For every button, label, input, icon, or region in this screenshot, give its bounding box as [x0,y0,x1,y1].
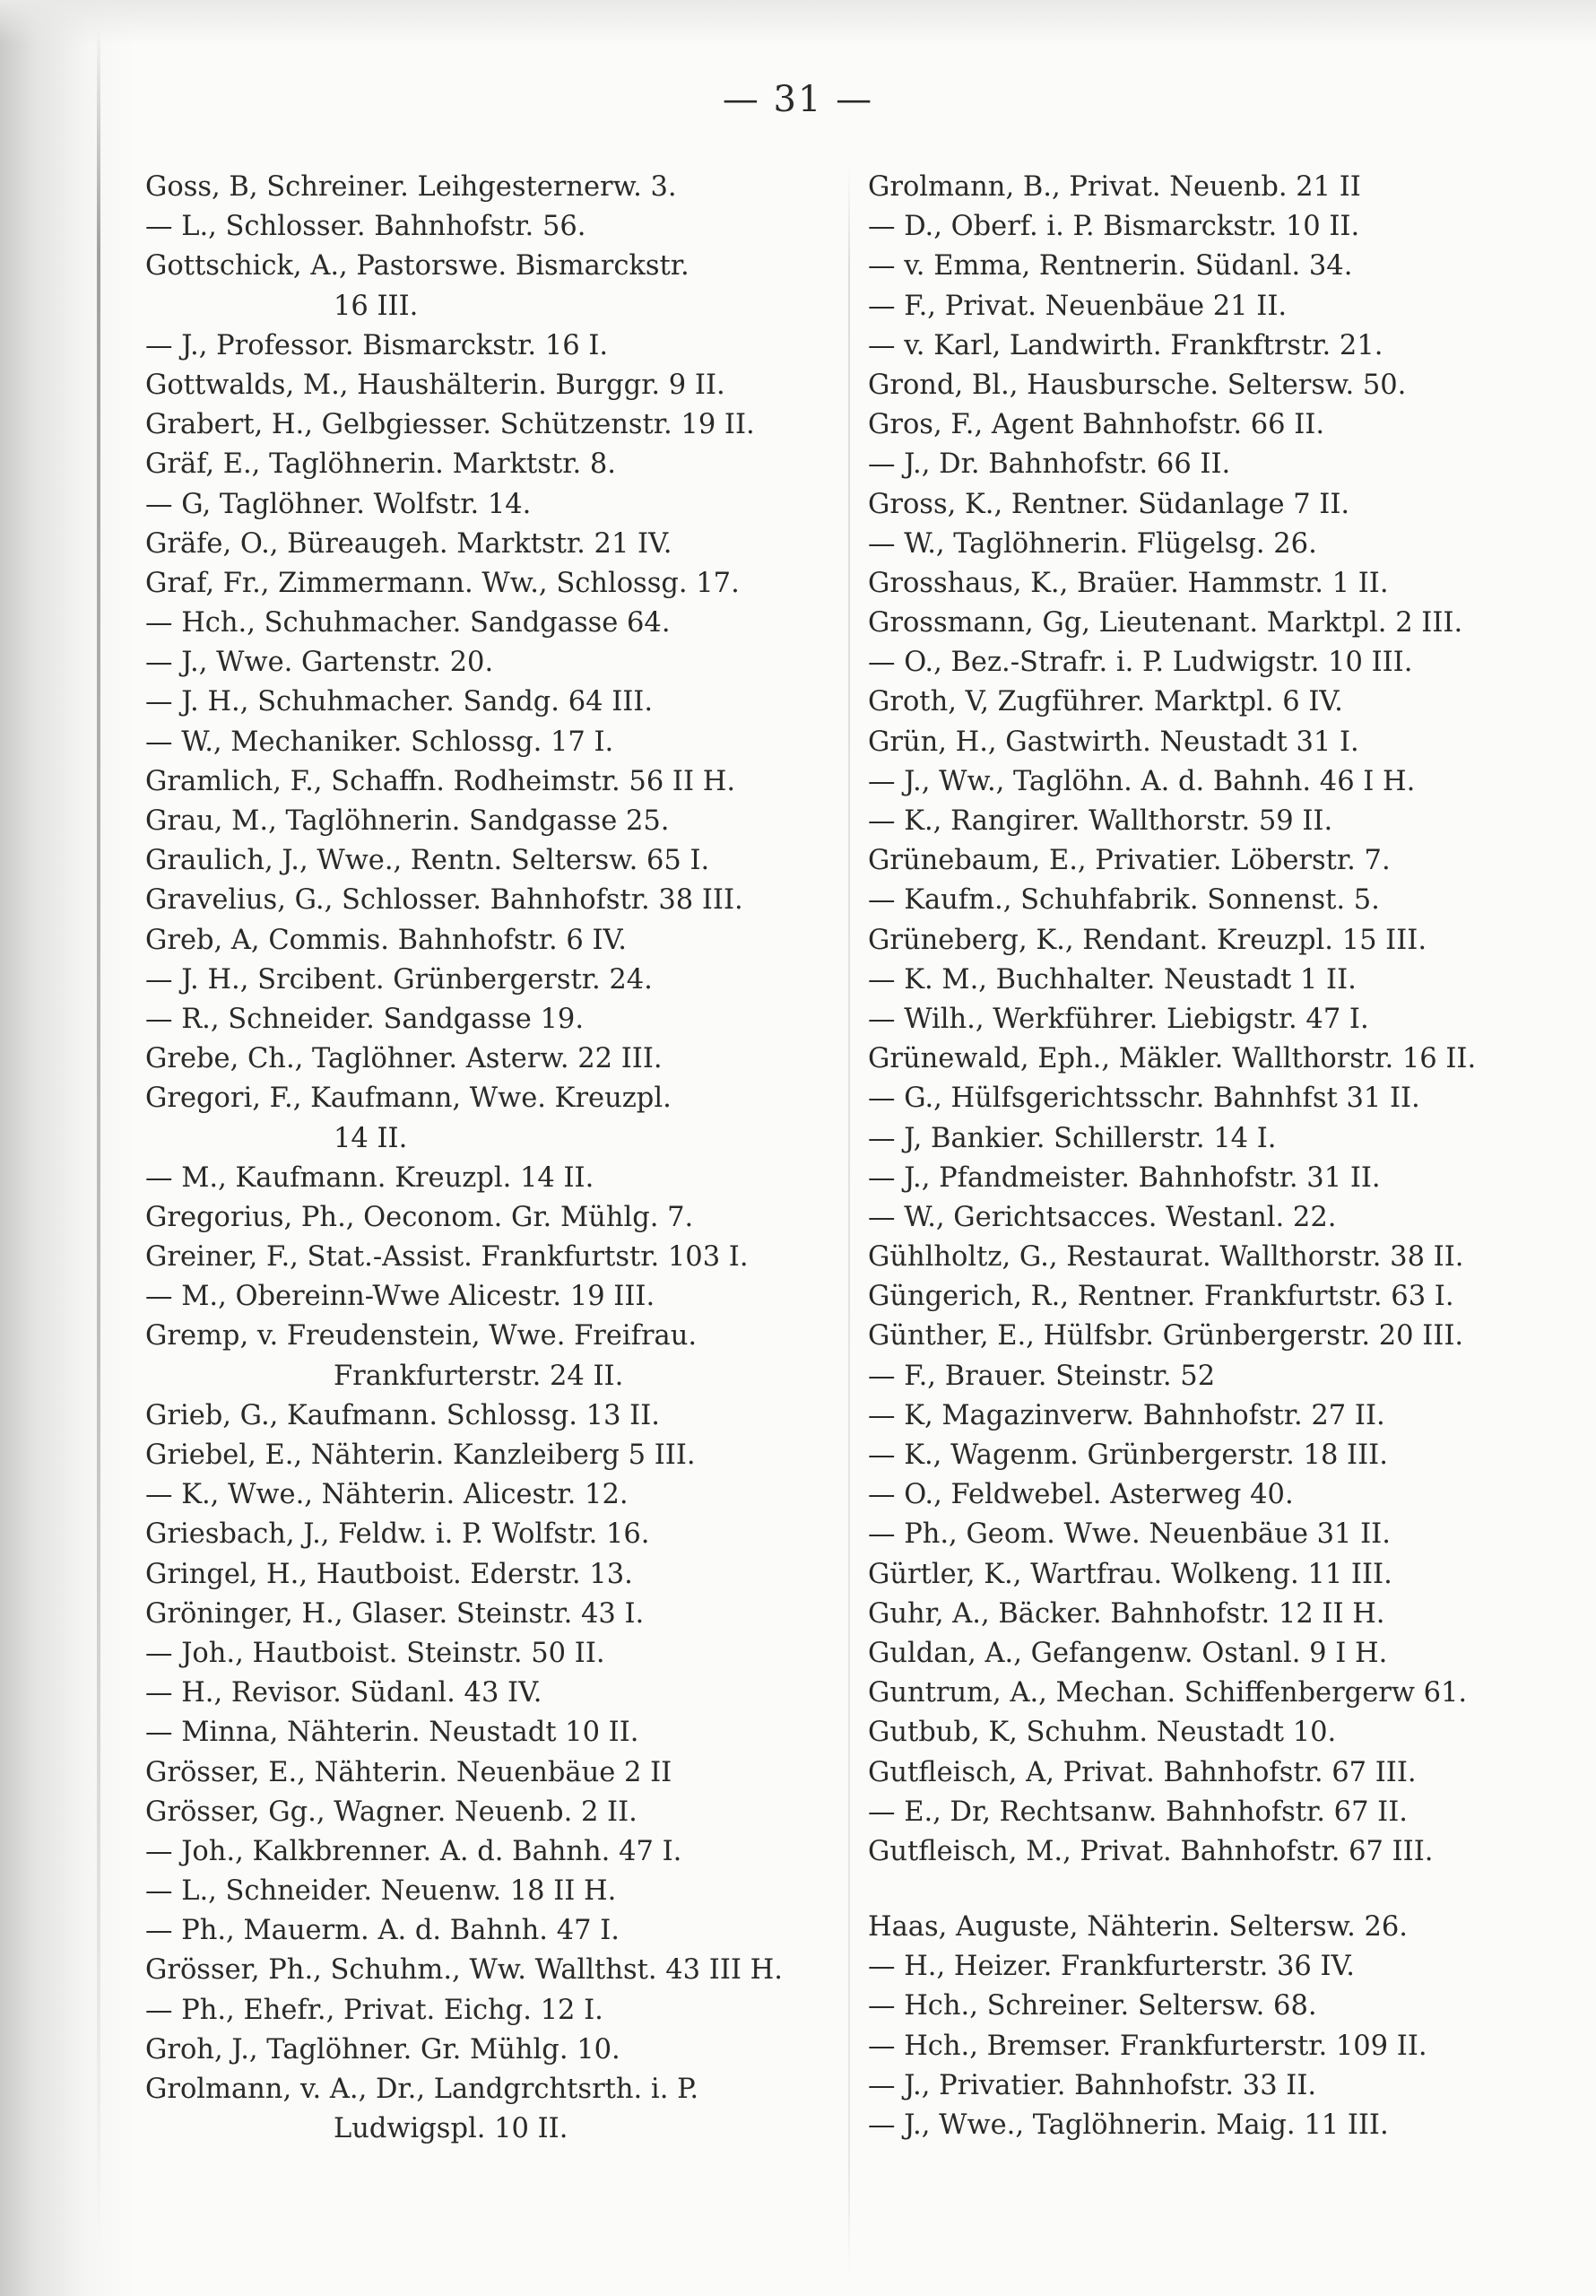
directory-entry: — K. M., Buchhalter. Neustadt 1 II. [868,963,1357,996]
directory-entry: — M., Obereinn-Wwe Alicestr. 19 III. [145,1281,655,1313]
directory-entry: 14 II. [334,1122,408,1154]
directory-entry: Greb, A, Commis. Bahnhofstr. 6 IV. [145,924,627,956]
directory-entry: — F., Privat. Neuenbäue 21 II. [868,290,1288,322]
directory-entry: Gringel, H., Hautboist. Ederstr. 13. [145,1558,633,1590]
directory-entry: Graf, Fr., Zimmermann. Ww., Schlossg. 17. [145,567,740,599]
directory-entry: Grossmann, Gg, Lieutenant. Marktpl. 2 III. [868,607,1463,639]
directory-entry: — K, Magazinverw. Bahnhofstr. 27 II. [868,1399,1385,1431]
directory-entry: — J. H., Srcibent. Grünbergerstr. 24. [145,963,653,996]
directory-entry: Gutfleisch, A, Privat. Bahnhofstr. 67 III. [868,1756,1417,1788]
directory-entry: — J., Wwe. Gartenstr. 20. [145,647,494,679]
directory-entry: — J., Pfandmeister. Bahnhofstr. 31 II. [868,1161,1381,1194]
directory-entry: — D., Oberf. i. P. Bismarckstr. 10 II. [868,211,1360,243]
directory-entry: Grieb, G., Kaufmann. Schlossg. 13 II. [145,1399,660,1431]
directory-entry: Grün, H., Gastwirth. Neustadt 31 I. [868,726,1359,758]
directory-entry: — O., Bez.-Strafr. i. P. Ludwigstr. 10 III. [868,647,1413,679]
directory-entry: Gräfe, O., Büreaugeh. Marktstr. 21 IV. [145,527,672,560]
directory-entry: Grau, M., Taglöhnerin. Sandgasse 25. [145,805,670,837]
directory-entry: — J., Professor. Bismarckstr. 16 I. [145,329,609,361]
directory-entry: Grünebaum, E., Privatier. Löberstr. 7. [868,845,1391,877]
directory-entry: — J., Privatier. Bahnhofstr. 33 II. [868,2069,1317,2101]
directory-entry: — W., Mechaniker. Schlossg. 17 I. [145,726,614,758]
directory-entry: Gutfleisch, M., Privat. Bahnhofstr. 67 III. [868,1835,1434,1867]
directory-entry: Goss, B, Schreiner. Leihgesternerw. 3. [145,171,677,203]
directory-entry: — Ph., Geom. Wwe. Neuenbäue 31 II. [868,1518,1391,1551]
directory-entry: — J., Wwe., Taglöhnerin. Maig. 11 III. [868,2109,1389,2141]
directory-entry: Gross, K., Rentner. Südanlage 7 II. [868,488,1350,520]
directory-entry: Ludwigspl. 10 II. [334,2113,568,2145]
column-divider [848,161,850,2278]
directory-entry: — Hch., Schuhmacher. Sandgasse 64. [145,607,671,639]
directory-entry: Griebel, E., Nähterin. Kanzleiberg 5 III. [145,1439,696,1471]
directory-entry: Groh, J., Taglöhner. Gr. Mühlg. 10. [145,2033,620,2066]
directory-entry: Graulich, J., Wwe., Rentn. Seltersw. 65 I. [145,845,710,877]
directory-entry: Haas, Auguste, Nähterin. Seltersw. 26. [868,1911,1409,1944]
directory-entry: — K., Rangirer. Wallthorstr. 59 II. [868,805,1333,837]
directory-entry: — G, Taglöhner. Wolfstr. 14. [145,488,532,520]
directory-entry: Gräf, E., Taglöhnerin. Marktstr. 8. [145,448,616,481]
directory-entry: Frankfurterstr. 24 II. [334,1360,624,1392]
directory-entry: — J., Dr. Bahnhofstr. 66 II. [868,448,1231,481]
directory-entry: Grolmann, B., Privat. Neuenb. 21 II [868,171,1361,203]
directory-entry: — L., Schlosser. Bahnhofstr. 56. [145,211,586,243]
directory-entry: — H., Heizer. Frankfurterstr. 36 IV. [868,1951,1355,1983]
directory-entry: — H., Revisor. Südanl. 43 IV. [145,1677,542,1709]
directory-entry: — M., Kaufmann. Kreuzpl. 14 II. [145,1161,594,1194]
directory-entry: Griesbach, J., Feldw. i. P. Wolfstr. 16. [145,1518,650,1551]
directory-entry: Gremp, v. Freudenstein, Wwe. Freifrau. [145,1320,698,1352]
directory-entry: Grösser, E., Nähterin. Neuenbäue 2 II [145,1756,672,1788]
binding-line [97,27,100,2251]
directory-entry: — O., Feldwebel. Asterweg 40. [868,1479,1294,1511]
directory-entry: — Ph., Ehefr., Privat. Eichg. 12 I. [145,1994,603,2026]
directory-entry: — Joh., Hautboist. Steinstr. 50 II. [145,1637,605,1669]
directory-entry: — K., Wwe., Nähterin. Alicestr. 12. [145,1479,629,1511]
directory-entry: Guldan, A., Gefangenw. Ostanl. 9 I H. [868,1637,1388,1669]
directory-entry: Grebe, Ch., Taglöhner. Asterw. 22 III. [145,1043,663,1075]
directory-entry: — J., Ww., Taglöhn. A. d. Bahnh. 46 I H. [868,765,1416,797]
directory-entry: Gottschick, A., Pastorswe. Bismarckstr. [145,250,690,283]
directory-entry: Gravelius, G., Schlosser. Bahnhofstr. 38 III. [145,884,743,917]
directory-entry: Gürtler, K., Wartfrau. Wolkeng. 11 III. [868,1558,1392,1590]
directory-entry: — J, Bankier. Schillerstr. 14 I. [868,1122,1277,1154]
directory-entry: — K., Wagenm. Grünbergerstr. 18 III. [868,1439,1388,1471]
directory-entry: — Kaufm., Schuhfabrik. Sonnenst. 5. [868,884,1380,917]
directory-entry: — W., Gerichtsacces. Westanl. 22. [868,1201,1337,1233]
directory-entry: — E., Dr, Rechtsanw. Bahnhofstr. 67 II. [868,1796,1408,1828]
directory-entry: Grond, Bl., Hausbursche. Seltersw. 50. [868,369,1407,401]
directory-entry: Günther, E., Hülfsbr. Grünbergerstr. 20 III. [868,1320,1464,1352]
page-edge-shadow [0,0,134,2296]
directory-entry: Gros, F., Agent Bahnhofstr. 66 II. [868,409,1325,441]
directory-entry: Gutbub, K, Schuhm. Neustadt 10. [868,1717,1337,1749]
directory-entry: 16 III. [334,290,419,322]
directory-entry: — Hch., Schreiner. Seltersw. 68. [868,1990,1317,2022]
directory-entry: — Ph., Mauerm. A. d. Bahnh. 47 I. [145,1915,620,1947]
directory-entry: Gregorius, Ph., Oeconom. Gr. Mühlg. 7. [145,1201,694,1233]
directory-entry: — Minna, Nähterin. Neustadt 10 II. [145,1717,639,1749]
directory-entry: Grünewald, Eph., Mäkler. Wallthorstr. 16 II. [868,1043,1477,1075]
directory-entry: — L., Schneider. Neuenw. 18 II H. [145,1875,617,1908]
directory-entry: — G., Hülfsgerichtsschr. Bahnhfst 31 II. [868,1083,1420,1115]
directory-entry: Greiner, F., Stat.-Assist. Frankfurtstr. 103 I. [145,1241,749,1274]
directory-entry: Groth, V, Zugführer. Marktpl. 6 IV. [868,686,1343,718]
left-column [145,168,827,2149]
directory-entry: — v. Karl, Landwirth. Frankftrstr. 21. [868,329,1383,361]
directory-entry: — J. H., Schuhmacher. Sandg. 64 III. [145,686,654,718]
directory-entry: Gottwalds, M., Haushälterin. Burggr. 9 II. [145,369,725,401]
directory-entry: Guntrum, A., Mechan. Schiffenbergerw 61. [868,1677,1468,1709]
directory-entry: — Wilh., Werkführer. Liebigstr. 47 I. [868,1003,1369,1035]
directory-entry: Grüneberg, K., Rendant. Kreuzpl. 15 III. [868,924,1427,956]
directory-entry: Grosshaus, K., Braüer. Hammstr. 1 II. [868,567,1389,599]
directory-entry: Guhr, A., Bäcker. Bahnhofstr. 12 II H. [868,1597,1385,1630]
directory-entry: — Hch., Bremser. Frankfurterstr. 109 II. [868,2030,1427,2062]
directory-entry: Gröninger, H., Glaser. Steinstr. 43 I. [145,1597,645,1630]
directory-entry: Grabert, H., Gelbgiesser. Schützenstr. 19 II. [145,409,755,441]
directory-entry: Gühlholtz, G., Restaurat. Wallthorstr. 38 II. [868,1241,1464,1274]
directory-entry: — Joh., Kalkbrenner. A. d. Bahnh. 47 I. [145,1835,682,1867]
directory-entry: Gregori, F., Kaufmann, Wwe. Kreuzpl. [145,1083,672,1115]
directory-entry: Grösser, Gg., Wagner. Neuenb. 2 II. [145,1796,638,1828]
page-number: — 31 — [722,79,874,120]
top-shadow [0,0,1596,45]
directory-entry: — v. Emma, Rentnerin. Südanl. 34. [868,250,1353,283]
directory-entry: Grolmann, v. A., Dr., Landgrchtsrth. i. P. [145,2074,699,2105]
directory-entry: — R., Schneider. Sandgasse 19. [145,1003,585,1035]
directory-entry: — W., Taglöhnerin. Flügelsg. 26. [868,527,1317,560]
directory-entry: Gramlich, F., Schaffn. Rodheimstr. 56 II H. [145,765,736,797]
directory-entry: Güngerich, R., Rentner. Frankfurtstr. 63 I. [868,1281,1454,1313]
right-column [868,168,1549,2145]
directory-entry: Grösser, Ph., Schuhm., Ww. Wallthst. 43 III H. [145,1954,783,1987]
directory-entry: — F., Brauer. Steinstr. 52 [868,1360,1216,1392]
